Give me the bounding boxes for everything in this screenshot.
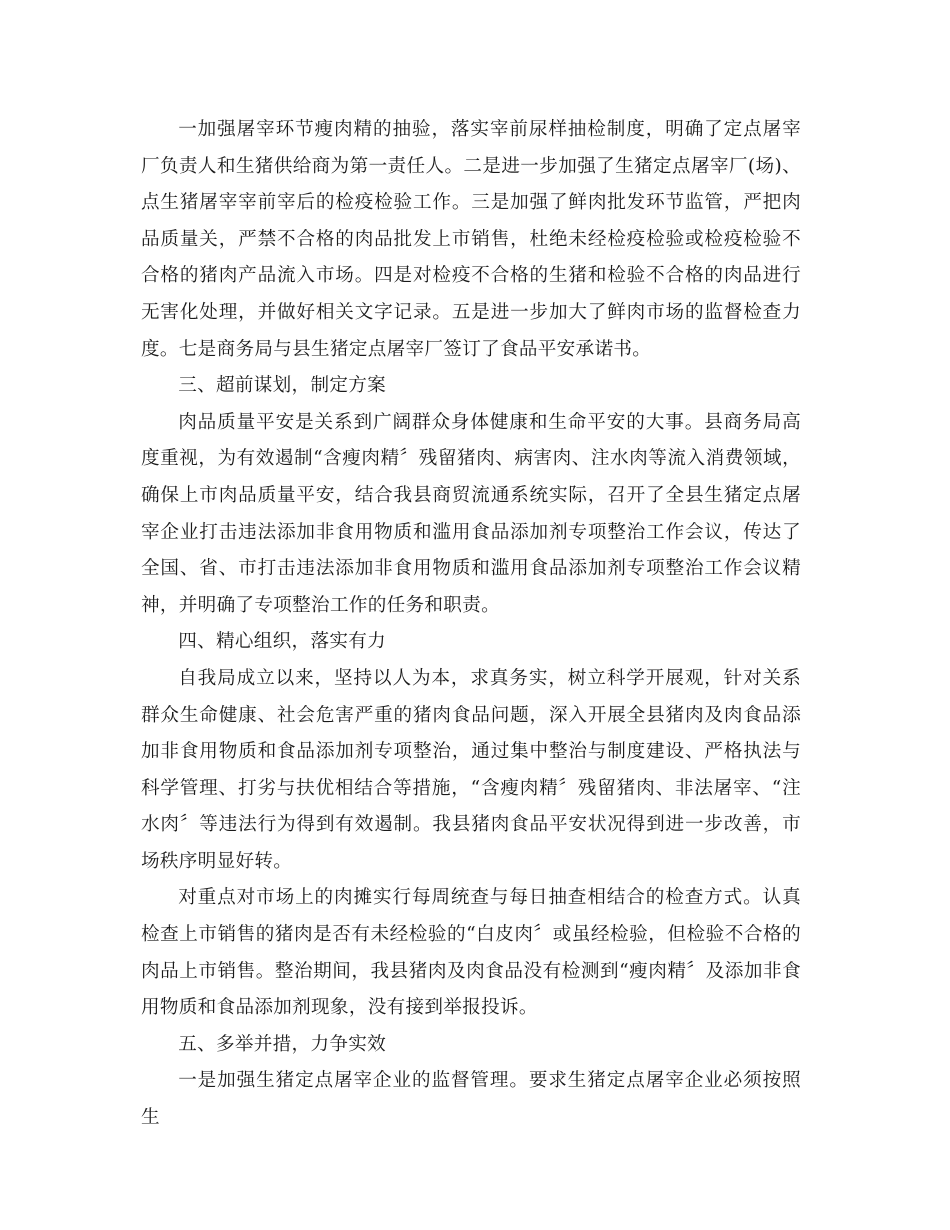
section-heading-4: 四、精心组织，落实有力	[178, 631, 387, 653]
section-heading-3: 三、超前谋划，制定方案	[178, 375, 387, 397]
section-heading-5: 五、多举并措，力争实效	[178, 1033, 387, 1055]
paragraph-market-checks: 对重点对市场上的肉摊实行每周统查与每日抽查相结合的检查方式。认真检查上市销售的猪肉是否有未经检验的“白皮肉〞或虽经检验，但检验不合格的肉品上市销售。整治期间，我县猪肉及肉食品没有检测到“瘦肉精〞及添加非食用物质和食品添加剂现象，没有接到举报投诉。	[141, 887, 801, 1019]
paragraph-supervision: 一是加强生猪定点屠宰企业的监督管理。要求生猪定点屠宰企业必须按照生	[141, 1070, 801, 1129]
paragraph-planning: 肉品质量平安是关系到广阔群众身体健康和生命平安的大事。县商务局高度重视，为有效遏制“含瘦肉精〞残留猪肉、病害肉、注水肉等流入消费领域，确保上市肉品质量平安，结合我县商贸流通系统实际，召开了全县生猪定点屠宰企业打击违法添加非食用物质和滥用食品添加剂专项整治工作会议，传达了全国、省、市打击违法添加非食用物质和滥用食品添加剂专项整治工作会议精神，并明确了专项整治工作的任务和职责。	[141, 411, 801, 616]
paragraph-slaughter-inspection: 一加强屠宰环节瘦肉精的抽验，落实宰前尿样抽检制度，明确了定点屠宰厂负责人和生猪供给商为第一责任人。二是进一步加强了生猪定点屠宰厂(场)、点生猪屠宰宰前宰后的检疫检验工作。三是加强了鲜肉批发环节监管，严把肉品质量关，严禁不合格的肉品批发上市销售，杜绝未经检疫检验或检疫检验不合格的猪肉产品流入市场。四是对检疫不合格的生猪和检验不合格的肉品进行无害化处理，并做好相关文字记录。五是进一步加大了鲜肉市场的监督检查力度。七是商务局与县生猪定点屠宰厂签订了食品平安承诺书。	[141, 119, 801, 360]
paragraph-organization: 自我局成立以来，坚持以人为本，求真务实，树立科学开展观，针对关系群众生命健康、社会危害严重的猪肉食品问题，深入开展全县猪肉及肉食品添加非食用物质和食品添加剂专项整治，通过集中整治与制度建设、严格执法与科学管理、打劣与扶优相结合等措施，“含瘦肉精〞残留猪肉、非法屠宰、“注水肉〞等违法行为得到有效遏制。我县猪肉食品平安状况得到进一步改善，市场秩序明显好转。	[141, 667, 801, 872]
document-body	[141, 112, 801, 1137]
